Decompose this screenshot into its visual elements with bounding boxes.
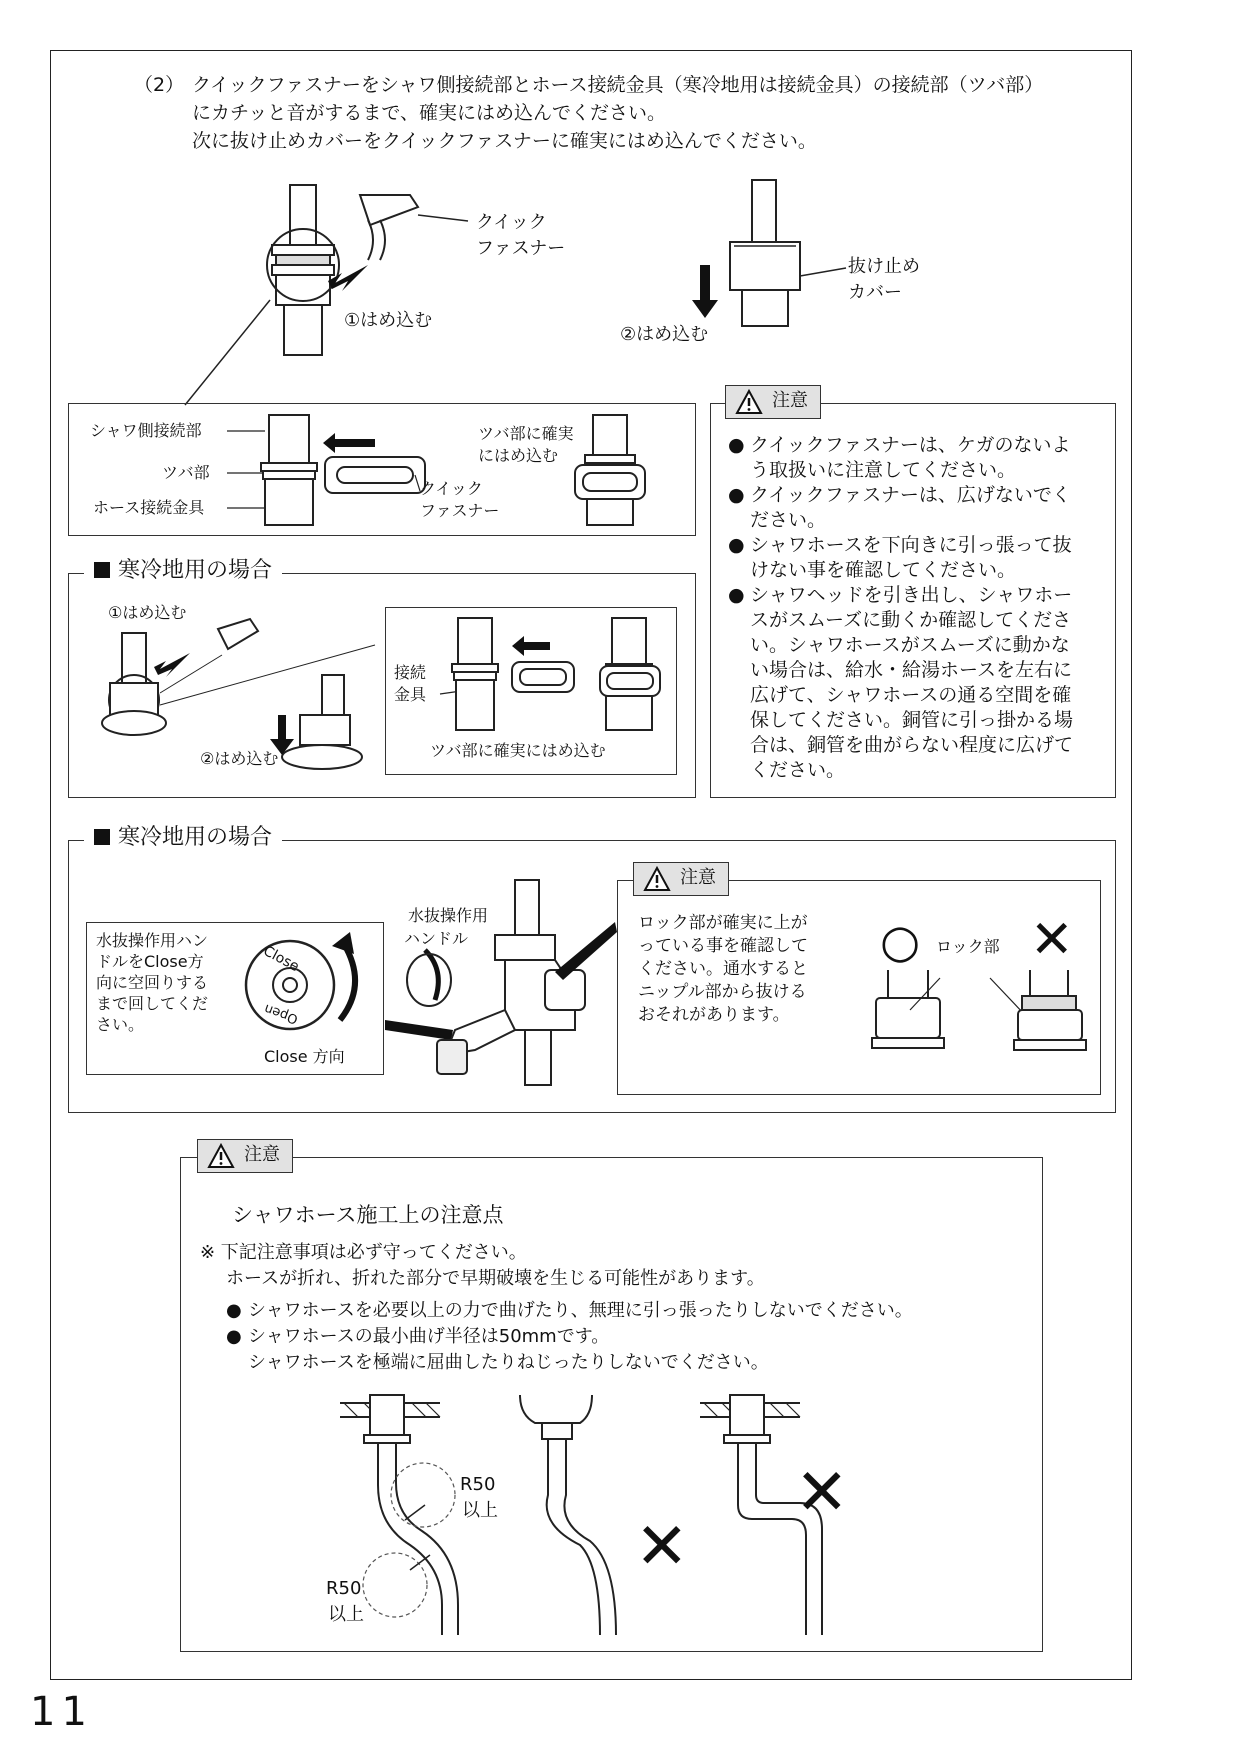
warning-icon <box>736 390 762 414</box>
handle-label-1: 水抜操作用 <box>408 906 489 925</box>
r50-label-lower: R50 <box>326 1578 362 1599</box>
handle-note: 水抜操作用ハン ドルをClose方 向に空回りする まで回してくだ さい。 <box>96 931 209 1034</box>
drain-valve-illustration <box>385 880 615 1090</box>
hose-fitting-label: ホース接続金具 <box>93 498 205 517</box>
ng-mark-sharp-bend: ✕ <box>795 1456 849 1530</box>
step-number: （2） <box>134 74 185 96</box>
step-line-2: にカチッと音がするまで、確実にはめ込んでください。 <box>192 102 667 124</box>
shower-side-label: シャワ側接続部 <box>90 421 202 440</box>
lock-label: ロック部 <box>936 937 1000 956</box>
caution-2-item: ● シャワホースを必要以上の力で曲げたり、無理に引っ張ったりしないでください。 <box>226 1298 913 1324</box>
dial-close-text: Close <box>260 942 302 976</box>
cold-step2-label: ②はめ込む <box>200 749 279 768</box>
caution-1-item: ● クイックファスナーは、ケガのないよ う取扱いに注意してください。 <box>728 433 1073 483</box>
close-dial-illustration <box>240 930 375 1042</box>
cover-insert-illustration <box>690 180 830 330</box>
page-number: 11 <box>30 1689 93 1735</box>
cold-insert-note: ツバ部に確実にはめ込む <box>430 741 606 760</box>
close-direction-label: Close 方向 <box>264 1047 345 1066</box>
caution-1-item: ● シャワヘッドを引き出し、シャワホー スがスムーズに動くか確認してくださ い。シャワホースがスムーズに動かな い場合は、給水・給湯ホースを左右に 広げて、シャワホースの通る空間を確 保してください。銅管に引っ掛かる場 合は、銅管を曲がらない程度に広げて ください。 <box>728 583 1073 783</box>
cold-step1-label: ①はめ込む <box>108 603 187 622</box>
caution-tag-lock: 注意 <box>633 862 729 896</box>
dial-open-text: Open <box>262 1000 301 1027</box>
quick-fastener-label-2: ファスナー <box>476 238 566 259</box>
fastener-detail-label-2: ファスナー <box>420 501 500 520</box>
r50-sub-upper: 以上 <box>462 1500 498 1521</box>
cold-fitting-label-1: 接続 <box>394 663 427 682</box>
step2-label: ②はめ込む <box>620 324 709 345</box>
step-line-1: クイックファスナーをシャワ側接続部とホース接続金具（寒冷地用は接続金具）の接続部（ツバ部） <box>192 74 1044 96</box>
caution-tag-2: 注意 <box>197 1139 293 1173</box>
ng-mark-twist: ✕ <box>635 1510 689 1584</box>
caution-tag-1: 注意 <box>725 385 821 419</box>
ok-mark: ○ <box>880 914 921 968</box>
lock-comparison-illustration <box>870 960 1090 1065</box>
caution-1-item: ● クイックファスナーは、広げないでく ださい。 <box>728 483 1073 533</box>
caution-2-note-2: ホースが折れ、折れた部分で早期破壊を生じる可能性があります。 <box>226 1268 765 1289</box>
zoom-line <box>185 300 275 410</box>
lock-caution-text: ロック部が確実に上が っている事を確認して ください。通水すると ニップル部から抜ける おそれがあります。 <box>638 913 808 1025</box>
handle-label-2: ハンドル <box>404 929 469 948</box>
caution-2-item: ● シャワホースの最小曲げ半径は50mmです。 <box>226 1324 913 1350</box>
step-line-3: 次に抜け止めカバーをクイックファスナーに確実にはめ込んでください。 <box>192 130 817 152</box>
cover-label-1: 抜け止め <box>848 256 920 277</box>
insert-note-2: にはめ込む <box>478 446 559 465</box>
step1-label: ①はめ込む <box>344 310 433 331</box>
caution-2-item-sub: シャワホースを極端に屈曲したりねじったりしないでください。 <box>248 1352 769 1373</box>
r50-label-upper: R50 <box>460 1474 496 1495</box>
caution-1-item: ● シャワホースを下向きに引っ張って抜 けない事を確認してください。 <box>728 533 1073 583</box>
caution-2-list <box>226 1298 913 1376</box>
insert-note-1: ツバ部に確実 <box>478 424 574 443</box>
cover-leader <box>800 262 850 282</box>
fastener-detail-label-1: クイック <box>420 479 483 498</box>
warning-icon <box>644 867 670 891</box>
caution-2-title: シャワホース施工上の注意点 <box>232 1203 504 1227</box>
cold-region-heading-2: 寒冷地用の場合 <box>84 823 282 853</box>
cold-detail-illustration <box>440 618 660 736</box>
hose-bending-illustration <box>330 1395 870 1645</box>
caution-2-note-1: ※ 下記注意事項は必ず守ってください。 <box>200 1242 527 1263</box>
warning-icon <box>208 1144 234 1168</box>
r50-sub-lower: 以上 <box>328 1604 364 1625</box>
caution-1-list <box>728 433 1073 783</box>
quick-fastener-label-1: クイック <box>476 212 547 233</box>
ng-mark-lock: ✕ <box>1030 910 1074 970</box>
flange-label: ツバ部 <box>162 463 210 482</box>
cold-fitting-label-2: 金具 <box>394 685 427 704</box>
cold-region-heading-1: 寒冷地用の場合 <box>84 556 282 586</box>
cover-label-2: カバー <box>848 282 902 303</box>
